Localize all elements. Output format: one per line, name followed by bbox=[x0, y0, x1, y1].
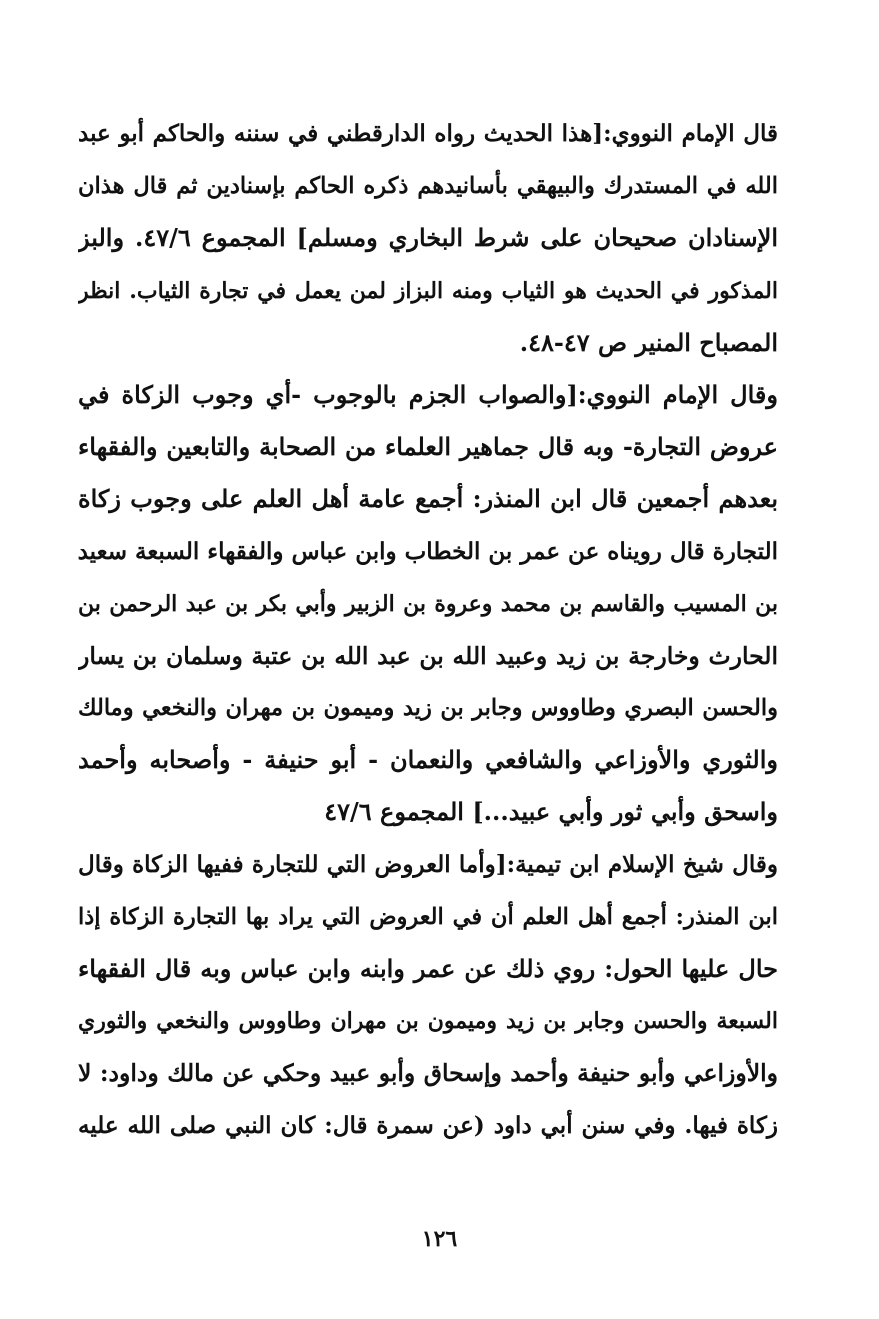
text-line: والأوزاعي وأبو حنيفة وأحمد وإسحاق وأبو عبيد وحكي عن مالك وداود: لا bbox=[78, 1059, 778, 1088]
text-line: الحارث وخارجة بن زيد وعبيد الله بن عبد الله بن عتبة وسلمان بن يسار bbox=[78, 641, 778, 670]
text-line: المذكور في الحديث هو الثياب ومنه البزاز لمن يعمل في تجارة الثياب. انظر bbox=[78, 277, 778, 304]
page-number: ١٢٦ bbox=[421, 1226, 458, 1252]
text-line: عروض التجارة- وبه قال جماهير العلماء من الصحابة والتابعين والفقهاء bbox=[78, 432, 778, 462]
paragraph-nawawi-1 bbox=[78, 108, 778, 369]
text-line: المصباح المنير ص ٤٧-٤٨. bbox=[519, 327, 778, 357]
paragraph-ibn-taymiyyah bbox=[78, 839, 778, 1152]
text-line: ابن المنذر: أجمع أهل العلم أن في العروض التي يراد بها التجارة الزكاة إذا bbox=[78, 903, 778, 930]
paragraph-nawawi-2 bbox=[78, 369, 778, 839]
text-line: بن المسيب والقاسم بن محمد وعروة بن الزبير وأبي بكر بن عبد الرحمن بن bbox=[78, 590, 778, 617]
text-line: بعدهم أجمعين قال ابن المنذر: أجمع عامة أهل العلم على وجوب زكاة bbox=[78, 484, 778, 514]
text-line: الله في المستدرك والبيهقي بأسانيدهم ذكره الحاكم بإسنادين ثم قال هذان bbox=[78, 173, 778, 200]
text-line: زكاة فيها. وفي سنن أبي داود (عن سمرة قال: كان النبي صلى الله عليه bbox=[78, 1111, 778, 1139]
text-line: حال عليها الحول: روي ذلك عن عمر وابنه وابن عباس وبه قال الفقهاء bbox=[78, 954, 778, 983]
text-line: وقال الإمام النووي:[والصواب الجزم بالوجوب -أي وجوب الزكاة في bbox=[78, 379, 778, 409]
text-line: الإسنادان صحيحان على شرط البخاري ومسلم] المجموع ٤٧/٦. والبز bbox=[78, 223, 778, 253]
text-line: والثوري والأوزاعي والشافعي والنعمان - أبو حنيفة - وأصحابه وأحمد bbox=[78, 745, 778, 775]
text-line: وقال شيخ الإسلام ابن تيمية:[وأما العروض التي للتجارة ففيها الزكاة وقال bbox=[78, 850, 778, 878]
text-line: والحسن البصري وطاووس وجابر بن زيد وميمون بن مهران والنخعي ومالك bbox=[78, 695, 778, 722]
text-line: واسحق وأبي ثور وأبي عبيد...] المجموع ٤٧/٦ bbox=[324, 797, 778, 827]
text-line: التجارة قال رويناه عن عمر بن الخطاب وابن عباس والفقهاء السبعة سعيد bbox=[78, 537, 778, 565]
page-text bbox=[78, 108, 778, 1152]
text-line: السبعة والحسن وجابر بن زيد وميمون بن مهران وطاووس والنخعي والثوري bbox=[78, 1008, 778, 1035]
text-line: قال الإمام النووي:[هذا الحديث رواه الدارقطني في سننه والحاكم أبو عبد bbox=[78, 120, 778, 147]
